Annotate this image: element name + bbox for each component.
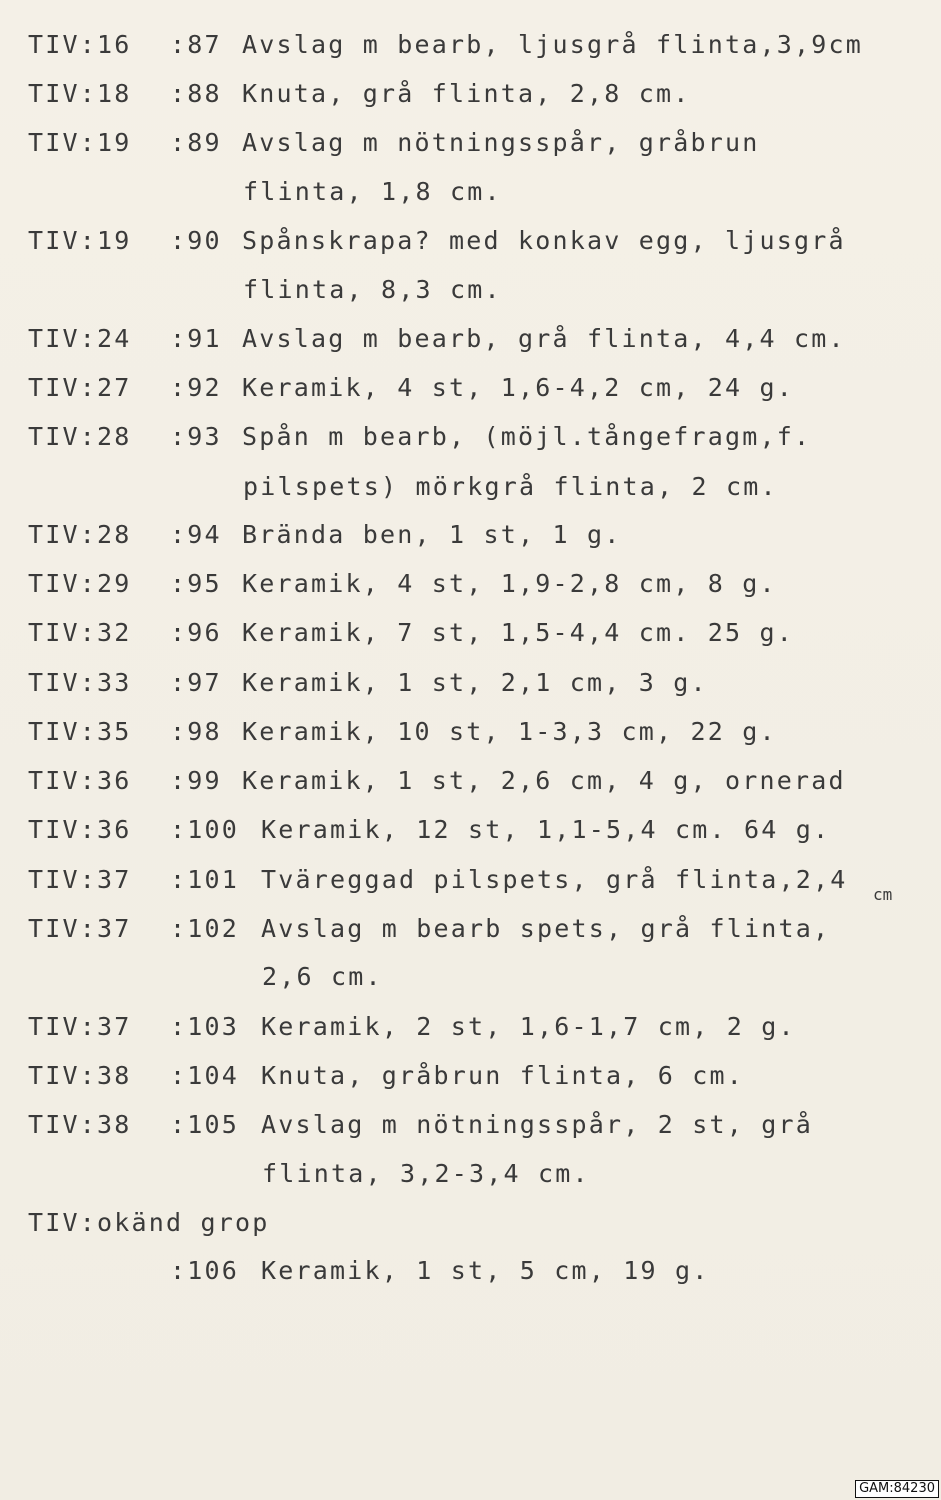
entry-88 (28, 79, 691, 109)
entry-text: Keramik, 7 st, 1,5-4,4 cm. 25 g. (242, 618, 795, 647)
entry-text: Avslag m nötningsspår, 2 st, grå (261, 1110, 814, 1139)
entry-text: Spånskrapa? med konkav egg, ljusgrå (242, 226, 846, 255)
entry-text: Keramik, 1 st, 2,1 cm, 3 g. (242, 668, 708, 697)
entry-text: Avslag m nötningsspår, gråbrun (242, 128, 760, 157)
archive-id-stamp: GAM:84230 (855, 1480, 939, 1498)
entry-text: Keramik, 12 st, 1,1-5,4 cm. 64 g. (261, 815, 831, 844)
entry-number: :102 (170, 914, 240, 943)
entry-102-continued: 2,6 cm. (262, 962, 383, 991)
entry-text: Keramik, 1 st, 2,6 cm, 4 g, ornerad (242, 766, 846, 795)
entry-text: Keramik, 2 st, 1,6-1,7 cm, 2 g. (261, 1012, 796, 1041)
entry-90-continued: flinta, 8,3 cm. (243, 275, 502, 304)
entry-number: :97 (170, 668, 222, 697)
entry-text: Avslag m bearb, grå flinta, 4,4 cm. (242, 324, 846, 353)
entry-104 (28, 1061, 744, 1091)
entry-code: TIV:16 (28, 30, 132, 59)
entry-number: :106 (170, 1256, 240, 1285)
entry-code: TIV:19 (28, 128, 132, 157)
entry-code: TIV:32 (28, 618, 132, 647)
entry-text: Keramik, 4 st, 1,6-4,2 cm, 24 g. (242, 373, 795, 402)
entry-101 (28, 865, 848, 895)
entry-code: TIV:33 (28, 668, 132, 697)
entry-code: TIV:37 (28, 865, 132, 894)
entry-number: :87 (170, 30, 222, 59)
entry-code: TIV:37 (28, 1012, 132, 1041)
entry-code: TIV:38 (28, 1110, 132, 1139)
entry-code: TIV:35 (28, 717, 132, 746)
entry-96 (28, 618, 794, 648)
entry-text: Brända ben, 1 st, 1 g. (242, 520, 622, 549)
entry-code: TIV:19 (28, 226, 132, 255)
entry-number: :104 (170, 1061, 240, 1090)
entry-97 (28, 668, 708, 698)
entry-code: TIV:36 (28, 815, 132, 844)
entry-number: :100 (170, 815, 240, 844)
entry-text: Avslag m bearb, ljusgrå flinta,3,9cm (242, 30, 864, 59)
entry-text: Knuta, grå flinta, 2,8 cm. (242, 79, 691, 108)
entry-98 (28, 717, 777, 747)
entry-number: :93 (170, 422, 222, 451)
entry-number: :96 (170, 618, 222, 647)
entry-unknown-pit-heading: TIV:okänd grop (28, 1208, 270, 1237)
entry-text: Tväreggad pilspets, grå flinta,2,4 (261, 865, 848, 894)
entry-100 (28, 815, 830, 845)
entry-code: TIV:37 (28, 914, 132, 943)
entry-93-continued: pilspets) mörkgrå flinta, 2 cm. (243, 472, 778, 501)
entry-number: :105 (170, 1110, 240, 1139)
entry-code: TIV:27 (28, 373, 132, 402)
entry-code: TIV:38 (28, 1061, 132, 1090)
entry-95 (28, 569, 777, 599)
entry-105-continued: flinta, 3,2-3,4 cm. (262, 1159, 590, 1188)
entry-91 (28, 324, 846, 354)
entry-code: TIV:28 (28, 520, 132, 549)
entry-89-continued: flinta, 1,8 cm. (243, 177, 502, 206)
entry-103 (28, 1012, 796, 1042)
entry-number: :103 (170, 1012, 240, 1041)
entry-text: Spån m bearb, (möjl.tångefragm,f. (242, 422, 812, 451)
entry-105 (28, 1110, 813, 1140)
entry-code: TIV:28 (28, 422, 132, 451)
entry-code: TIV:36 (28, 766, 132, 795)
entry-106 (170, 1256, 710, 1286)
entry-number: :95 (170, 569, 222, 598)
entry-number: :91 (170, 324, 222, 353)
cm-superscript: cm (873, 885, 893, 904)
entry-number: :94 (170, 520, 222, 549)
entry-93 (28, 422, 811, 452)
entry-90 (28, 226, 846, 256)
entry-text: Keramik, 4 st, 1,9-2,8 cm, 8 g. (242, 569, 777, 598)
entry-code: TIV:18 (28, 79, 132, 108)
entry-number: :98 (170, 717, 222, 746)
entry-text: Avslag m bearb spets, grå flinta, (261, 914, 831, 943)
entry-number: :92 (170, 373, 222, 402)
entry-number: :99 (170, 766, 222, 795)
entry-number: :88 (170, 79, 222, 108)
entry-code: TIV:24 (28, 324, 132, 353)
entry-number: :101 (170, 865, 240, 894)
entry-code: TIV:29 (28, 569, 132, 598)
entry-number: :90 (170, 226, 222, 255)
entry-number: :89 (170, 128, 222, 157)
entry-92 (28, 373, 794, 403)
entry-text: Keramik, 1 st, 5 cm, 19 g. (261, 1256, 710, 1285)
entry-text: Knuta, gråbrun flinta, 6 cm. (261, 1061, 745, 1090)
entry-text: Keramik, 10 st, 1-3,3 cm, 22 g. (242, 717, 777, 746)
entry-87 (28, 30, 863, 60)
entry-99 (28, 766, 846, 796)
entry-89 (28, 128, 760, 158)
entry-94 (28, 520, 622, 550)
entry-102 (28, 914, 830, 944)
